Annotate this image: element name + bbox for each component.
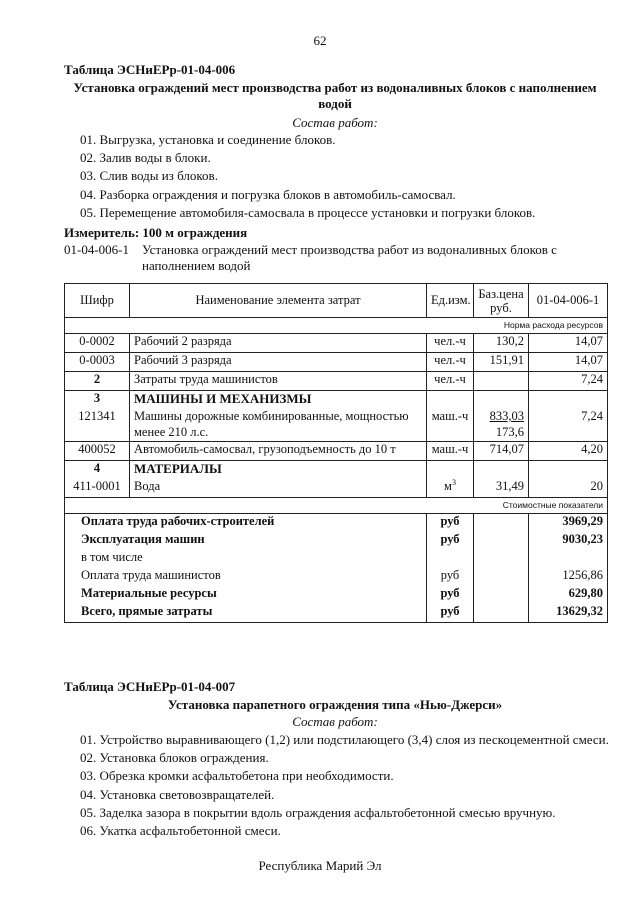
norm-label: Норма расхода ресурсов: [65, 318, 608, 334]
total-name: Оплата труда машинистов: [65, 568, 427, 586]
table-row: [65, 442, 608, 461]
table-section-row: [65, 391, 608, 410]
row-code: 3: [65, 391, 130, 410]
total-unit: руб: [427, 514, 474, 533]
row-price: [474, 409, 529, 442]
item-text: Установка ограждений мест производства работ из водоналивных блоков с наполнением водой: [142, 242, 557, 273]
total-value: 9030,23: [529, 532, 608, 550]
operation-item: 01. Выгрузка, установка и соединение блоков.: [80, 132, 336, 147]
row-price: [474, 372, 529, 391]
price-numerator: 833,03: [489, 409, 524, 423]
row-unit: чел.-ч: [427, 334, 474, 353]
row-price: 31,49: [474, 479, 529, 498]
row-code: 400052: [65, 442, 130, 461]
row-code: 0-0003: [65, 353, 130, 372]
total-name: Эксплуатация машин: [65, 532, 427, 550]
row-name: Автомобиль-самосвал, грузоподъемность до 10 т: [130, 442, 427, 461]
row-norm: 4,20: [529, 442, 608, 461]
operation-item: 03. Слив воды из блоков.: [80, 168, 218, 184]
row-norm: 7,24: [529, 409, 608, 442]
row-price: 714,07: [474, 442, 529, 461]
col-unit-header: Ед.изм.: [427, 284, 474, 318]
price-denominator: 173,6: [495, 424, 524, 439]
table-row: [65, 353, 608, 372]
table1-operations: [80, 131, 535, 222]
total-name: Материальные ресурсы: [65, 586, 427, 604]
unit-superscript: 3: [451, 477, 456, 487]
table-header-row: [65, 284, 608, 318]
cost-label: Стоимостные показатели: [65, 498, 608, 514]
operation-item: 04. Установка световозвращателей.: [80, 786, 275, 802]
totals-row: [65, 586, 608, 604]
totals-row: [65, 550, 608, 568]
operation-item: 02. Установка блоков ограждения.: [80, 750, 269, 766]
row-norm: 14,07: [529, 353, 608, 372]
total-unit: руб: [427, 586, 474, 604]
section-title: МАШИНЫ И МЕХАНИЗМЫ: [130, 391, 427, 410]
table2-work-header: Состав работ:: [292, 714, 378, 729]
operation-item: 05. Заделка зазора в покрытии вдоль ограждения асфальтобетонной смесью вручную.: [80, 804, 556, 820]
table-row: [65, 479, 608, 498]
table2-title: Установка парапетного ограждения типа «Нью-Джерси»: [167, 697, 503, 712]
page-footer: Республика Марий Эл: [258, 858, 382, 873]
table1-code: Таблица ЭСНиЕРр-01-04-006: [64, 62, 236, 77]
table-section-row: [65, 461, 608, 480]
total-name: в том числе: [65, 550, 427, 568]
row-price: 151,91: [474, 353, 529, 372]
totals-row: [65, 514, 608, 533]
row-code: 0-0002: [65, 334, 130, 353]
page-number: 62: [313, 33, 327, 48]
item-code: 01-04-006-1: [64, 242, 129, 257]
row-name: Вода: [130, 479, 427, 498]
operation-item: 05. Перемещение автомобиля-самосвала в процессе установки и погрузки блоков.: [80, 204, 536, 220]
operation-item: 06. Укатка асфальтобетонной смеси.: [80, 822, 281, 838]
operation-item: 03. Обрезка кромки асфальтобетона при необходимости.: [80, 768, 394, 784]
row-code: 4: [65, 461, 130, 480]
total-value: 1256,86: [529, 568, 608, 586]
table2-operations: [80, 731, 609, 840]
total-value: 3969,29: [529, 514, 608, 533]
row-unit: [427, 479, 474, 498]
table1-title: Установка ограждений мест производства работ из водоналивных блоков с наполнением водой: [73, 80, 597, 111]
row-norm: 20: [529, 479, 608, 498]
table-row: [65, 372, 608, 391]
col-name-header: Наименование элемента затрат: [130, 284, 427, 318]
totals-row: [65, 568, 608, 586]
row-name: Машины дорожные комбинированные, мощностью менее 210 л.с.: [130, 409, 427, 442]
col-price-header: Баз.цена руб.: [474, 284, 529, 318]
total-value: 629,80: [529, 586, 608, 604]
row-price: 130,2: [474, 334, 529, 353]
row-name: Рабочий 2 разряда: [130, 334, 427, 353]
section-title: МАТЕРИАЛЫ: [130, 461, 427, 480]
operation-item: 02. Залив воды в блоки.: [80, 150, 211, 166]
table-row: [65, 334, 608, 353]
total-unit: руб: [427, 568, 474, 586]
col-norm-header: 01-04-006-1: [529, 284, 608, 318]
totals-row: [65, 532, 608, 550]
total-value: 13629,32: [529, 604, 608, 623]
row-unit: чел.-ч: [427, 353, 474, 372]
total-unit: руб: [427, 604, 474, 623]
row-unit: маш.-ч: [427, 442, 474, 461]
row-norm: 14,07: [529, 334, 608, 353]
row-code: 411-0001: [65, 479, 130, 498]
row-unit: чел.-ч: [427, 372, 474, 391]
row-norm: 7,24: [529, 372, 608, 391]
cost-table: [64, 283, 608, 623]
row-code: 121341: [65, 409, 130, 442]
operation-item: 04. Разборка ограждения и погрузка блоков в автомобиль-самосвал.: [80, 186, 456, 202]
row-name: Затраты труда машинистов: [130, 372, 427, 391]
total-name: Всего, прямые затраты: [65, 604, 427, 623]
table1-meter: Измеритель: 100 м ограждения: [64, 225, 248, 240]
table2-code: Таблица ЭСНиЕРр-01-04-007: [64, 679, 236, 694]
total-name: Оплата труда рабочих-строителей: [65, 514, 427, 533]
total-unit: руб: [427, 532, 474, 550]
table1-work-header: Состав работ:: [292, 115, 378, 130]
row-unit: маш.-ч: [427, 409, 474, 442]
row-name: Рабочий 3 разряда: [130, 353, 427, 372]
row-code: 2: [65, 372, 130, 391]
col-code-header: Шифр: [65, 284, 130, 318]
table-row: [65, 409, 608, 442]
totals-row: [65, 604, 608, 623]
unit-base: м: [444, 479, 452, 493]
operation-item: 01. Устройство выравнивающего (1,2) или подстилающего (3,4) слоя из пескоцементной смеси.: [80, 732, 609, 747]
